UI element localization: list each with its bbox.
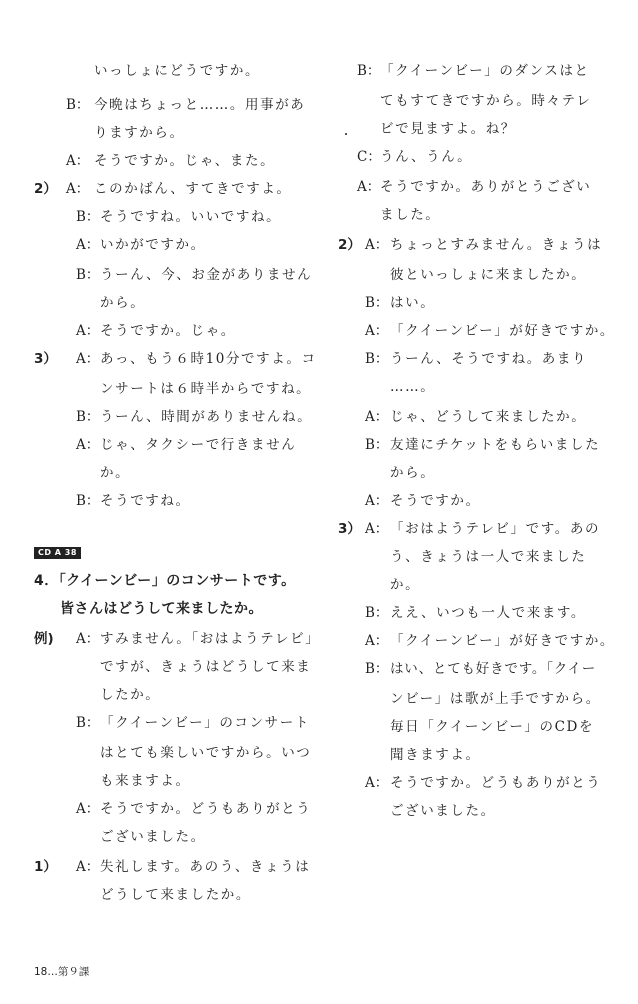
text-line: から。 (390, 465, 436, 481)
speaker-label: A： (66, 153, 90, 169)
text-line: そうですね。 (100, 493, 191, 509)
text-line: りますから。 (94, 125, 185, 141)
text-line: どうして来ましたか。 (100, 887, 251, 903)
text-line: そうですか。どうもありがとう (100, 801, 312, 817)
speaker-label: A： (357, 179, 381, 195)
text-line: 「クイーンビー」のコンサート (100, 715, 310, 731)
text-line: すみません。「おはようテレビ」 (100, 631, 321, 647)
text-line: も来ますよ。 (100, 773, 191, 789)
text-line: ございました。 (100, 829, 206, 845)
text-line: か。 (100, 465, 131, 481)
cd-track-badge: CD A 38 (34, 547, 81, 559)
speaker-label: A： (76, 437, 100, 453)
speaker-label: A： (365, 409, 389, 425)
speaker-label: A： (76, 351, 100, 367)
text-line: そうですね。いいですね。 (100, 209, 282, 225)
text-line: 毎日「クイーンビー」のCDを (390, 719, 595, 735)
text-line: ンサートは６時半からですね。 (100, 381, 312, 397)
example-label: 例) (34, 631, 54, 647)
text-line: そうですか。じゃ。 (100, 323, 236, 339)
text-line: ええ、いつも一人で来ます。 (390, 605, 587, 621)
text-line: はい、とても好きです。「クイー (390, 661, 596, 677)
text-line: 失礼します。あのう、きょうは (100, 859, 311, 875)
text-line: ……。 (390, 379, 436, 395)
text-line: か。 (390, 577, 421, 593)
text-line: ました。 (380, 207, 441, 223)
text-line: うーん、今、お金がありません (100, 267, 313, 283)
text-line: うん、うん。 (380, 149, 473, 165)
text-line: 友達にチケットをもらいました (390, 437, 601, 453)
text-line: そうですか。じゃ、また。 (94, 153, 276, 169)
speaker-label: B： (365, 351, 389, 367)
text-line: あっ、もう６時10分ですよ。コ (100, 351, 317, 367)
text-line: 「クイーンビー」が好きですか。 (390, 323, 616, 339)
text-line: そうですか。どうもありがとう (390, 775, 602, 791)
speaker-label: B： (76, 409, 100, 425)
speaker-label: B： (365, 661, 389, 677)
speaker-label: A： (365, 775, 389, 791)
speaker-label: C： (357, 149, 381, 165)
speaker-label: B： (76, 493, 100, 509)
exercise-question: 皆さんはどうして来ましたか。 (60, 601, 263, 617)
text-line: はい。 (390, 295, 436, 311)
exercise-title: 4．「クイーンビー」のコンサートです。 (34, 573, 296, 589)
text-line: はとても楽しいですから。いつ (100, 745, 312, 761)
text-line: ですが、きょうはどうして来ま (100, 659, 312, 675)
speaker-label: A： (365, 323, 389, 339)
text-line: 「クイーンビー」のダンスはと (380, 63, 590, 79)
speaker-label: A： (66, 181, 90, 197)
text-line: 「おはようテレビ」です。あの (390, 521, 601, 537)
speaker-label: B： (365, 437, 389, 453)
text-line: う、きょうは一人で来ました (390, 549, 587, 565)
text-line: ございました。 (390, 803, 496, 819)
text-line: このかばん、すてきですよ。 (94, 181, 292, 197)
speaker-label: B： (76, 209, 100, 225)
page-footer: 18…第９課 (34, 966, 90, 978)
text-line: 彼といっしょに来ましたか。 (390, 267, 587, 283)
speaker-label: B： (76, 267, 100, 283)
item-number: 3） (34, 351, 57, 367)
speaker-label: A： (76, 237, 100, 253)
text-line: 今晩はちょっと……。用事があ (94, 97, 306, 113)
item-number: 1） (34, 859, 57, 875)
text-line: 「クイーンビー」が好きですか。 (390, 633, 616, 649)
text-line: うーん、そうですね。あまり (390, 351, 588, 367)
speaker-label: B： (365, 605, 389, 621)
item-number: 2） (34, 181, 57, 197)
item-number: 2） (338, 237, 361, 253)
text-line: いかがですか。 (100, 237, 206, 253)
text-line: じゃ、タクシーで行きません (100, 437, 297, 453)
text-line: うーん、時間がありませんね。 (100, 409, 313, 425)
text-line: いっしょにどうですか。 (94, 63, 261, 79)
text-line: 聞きますよ。 (390, 747, 481, 763)
text-line: ビで見ますよ。ね？ (380, 121, 516, 137)
text-line: したか。 (100, 687, 161, 703)
text-line: から。 (100, 295, 146, 311)
text-line: そうですか。 (390, 493, 481, 509)
speaker-label: A： (365, 521, 389, 537)
item-number: 3） (338, 521, 361, 537)
speaker-label: A： (365, 237, 389, 253)
speaker-label: A： (365, 493, 389, 509)
speaker-label: B： (365, 295, 389, 311)
stray-mark (345, 133, 347, 135)
text-line: ンビー」は歌が上手ですから。 (390, 691, 601, 707)
speaker-label: A： (365, 633, 389, 649)
text-line: てもすてきですから。時々テレ (380, 93, 592, 109)
speaker-label: B： (76, 715, 100, 731)
speaker-label: A： (76, 801, 100, 817)
speaker-label: A： (76, 859, 100, 875)
speaker-label: B： (66, 97, 90, 113)
text-line: そうですか。ありがとうござい (380, 179, 592, 195)
text-line: じゃ、どうして来ましたか。 (390, 409, 587, 425)
speaker-label: B： (357, 63, 381, 79)
text-line: ちょっとすみません。きょうは (390, 237, 603, 253)
speaker-label: A： (76, 631, 100, 647)
speaker-label: A： (76, 323, 100, 339)
